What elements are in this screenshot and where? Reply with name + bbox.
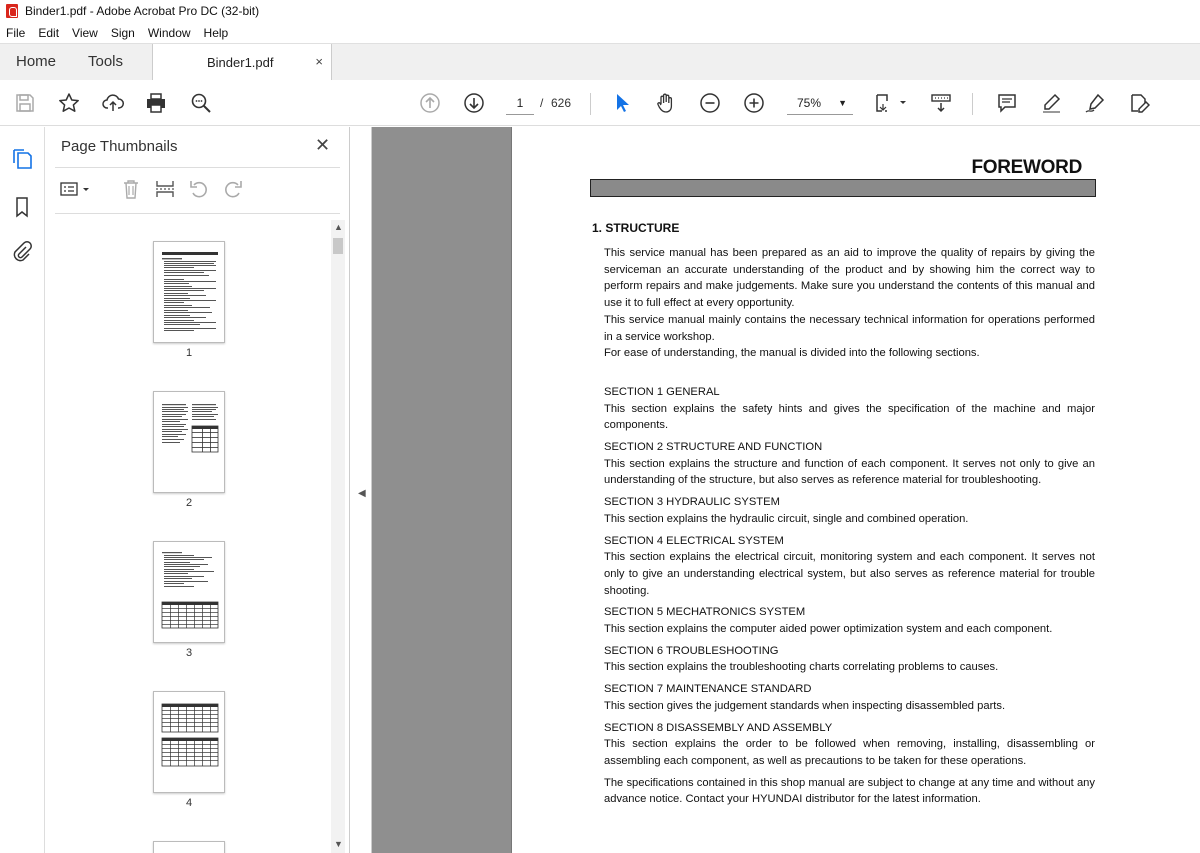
menu-help[interactable]: Help (203, 25, 229, 40)
section-title: SECTION 7 MAINTENANCE STANDARD (604, 683, 812, 696)
page-fit-icon[interactable] (874, 91, 910, 115)
thumbnail-label: 1 (185, 347, 193, 359)
section-title: SECTION 3 HYDRAULIC SYSTEM (604, 496, 780, 509)
scroll-down-icon[interactable]: ▼ (334, 839, 343, 849)
scroll-mode-icon[interactable] (929, 91, 953, 115)
toolbar-divider (590, 93, 591, 115)
main-toolbar (0, 80, 1200, 126)
page-thumbnails-icon[interactable] (10, 147, 34, 171)
menu-file[interactable]: File (6, 25, 26, 40)
delete-page-icon[interactable] (119, 177, 143, 201)
section-text: This section explains the structure and function of each component. It serves not only to give an understanding of the structure, but also serves as reference material for troubleshooting. (604, 457, 1095, 487)
tab-document[interactable] (152, 44, 332, 81)
toolbar-divider (972, 93, 973, 115)
intro-paragraph: This service manual mainly contains the necessary technical information for operations performed in a service workshop. (604, 313, 1095, 343)
next-page-icon[interactable] (462, 91, 486, 115)
collapse-panel-icon[interactable]: ◀ (358, 488, 366, 499)
acrobat-logo-icon (6, 4, 18, 18)
highlight-pen-icon[interactable] (1039, 91, 1063, 115)
menu-window[interactable]: Window (147, 25, 191, 40)
menu-sign[interactable]: Sign (110, 25, 135, 40)
chevron-down-icon: ▼ (838, 98, 847, 108)
section-heading: 1. STRUCTURE (592, 221, 680, 235)
select-cursor-icon[interactable] (610, 91, 634, 115)
tab-bar (0, 43, 1200, 80)
close-icon[interactable]: ✕ (315, 135, 331, 155)
zoom-level-select[interactable] (787, 91, 853, 115)
panel-splitter[interactable] (351, 127, 372, 853)
section-title: SECTION 4 ELECTRICAL SYSTEM (604, 534, 784, 547)
rotate-right-icon[interactable] (221, 177, 245, 201)
scroll-up-icon[interactable]: ▲ (334, 222, 343, 232)
previous-page-icon[interactable] (418, 91, 442, 115)
zoom-level-value: 75% (797, 96, 822, 110)
tab-document-label: Binder1.pdf (207, 55, 274, 70)
rotate-left-icon[interactable] (187, 177, 211, 201)
section-text: This section gives the judgement standards when inspecting disassembled parts. (604, 699, 1006, 712)
menu-edit[interactable]: Edit (38, 25, 60, 40)
thumbnail-options-icon[interactable] (59, 177, 95, 201)
section-text: This section explains the hydraulic circuit, single and combined operation. (604, 512, 969, 525)
thumbnail-label: 2 (185, 497, 193, 509)
page-thumbnail[interactable] (153, 691, 225, 793)
section-text: This section explains the order to be followed when removing, installing, disassembling or assembling each component, as well as precautions to be taken for these operations. (604, 738, 1095, 767)
page-separator: / (540, 96, 544, 110)
panel-divider (55, 213, 340, 214)
fill-sign-icon[interactable] (1127, 91, 1151, 115)
section-title: SECTION 2 STRUCTURE AND FUNCTION (604, 441, 823, 454)
attachments-icon[interactable] (10, 240, 34, 264)
zoom-in-icon[interactable] (742, 91, 766, 115)
intro-paragraph: For ease of understanding, the manual is divided into the following sections. (604, 347, 980, 360)
zoom-out-icon[interactable] (698, 91, 722, 115)
section-text: This section explains the troubleshooting charts correlating problems to causes. (604, 661, 999, 674)
page-thumbnail[interactable] (153, 241, 225, 343)
section-title: SECTION 1 GENERAL (604, 385, 720, 398)
menu-view[interactable]: View (72, 25, 98, 40)
document-view[interactable] (372, 127, 1200, 853)
section-text: This section explains the computer aided power optimization system and each component. (604, 623, 1053, 636)
window-title: Binder1.pdf - Adobe Acrobat Pro DC (32-bit) (25, 4, 260, 18)
tab-tools[interactable]: Tools (88, 53, 124, 70)
tab-home[interactable]: Home (16, 53, 57, 70)
document-body (604, 245, 1095, 808)
insert-pages-icon[interactable] (153, 177, 177, 201)
bookmark-star-icon[interactable] (57, 91, 81, 115)
page-total: 626 (551, 96, 572, 110)
title-bar (0, 0, 1200, 22)
find-zoom-icon[interactable] (189, 91, 213, 115)
page-thumbnail[interactable] (153, 391, 225, 493)
menu-bar (0, 22, 1200, 43)
panel-divider (55, 167, 340, 168)
thumbnail-label: 3 (185, 647, 193, 659)
comment-icon[interactable] (995, 91, 1019, 115)
save-icon[interactable] (13, 91, 37, 115)
left-nav-rail (0, 127, 45, 853)
thumbnail-scrollbar[interactable] (331, 220, 345, 853)
upload-cloud-icon[interactable] (101, 91, 125, 115)
page-thumbnail[interactable] (153, 541, 225, 643)
title-rule (590, 179, 1096, 197)
bookmarks-icon[interactable] (10, 195, 34, 219)
section-title: SECTION 6 TROUBLESHOOTING (604, 644, 779, 657)
section-text: This section explains the safety hints and gives the specification of the machine and major components. (604, 402, 1095, 432)
pdf-page (511, 127, 1200, 853)
page-number-input[interactable]: 1 (506, 91, 534, 115)
intro-paragraph: This service manual has been prepared as an aid to improve the quality of repairs by giving the serviceman an accurate understanding of the product and by showing him the correct way to perform repairs and make judgements. Make sure you understand the contents of this manual and use it to full effect at every opportunity. (604, 247, 1095, 310)
thumbnail-list (55, 222, 331, 853)
tab-close-icon[interactable]: × (315, 54, 323, 69)
scrollbar-thumb[interactable] (333, 238, 343, 254)
footer-note: The specifications contained in this shop manual are subject to change at any time and without any advance notice. Contact your HYUNDAI distributor for the latest information. (604, 776, 1095, 806)
print-icon[interactable] (144, 91, 168, 115)
page-thumbnail[interactable] (153, 841, 225, 853)
hand-tool-icon[interactable] (654, 91, 678, 115)
document-title: FOREWORD (971, 157, 1082, 178)
section-text: This section explains the electrical circuit, monitoring system and each component. It serves not only to give an understanding electrical system, but also serves as reference material for trouble shooting. (604, 551, 1095, 597)
sign-pen-icon[interactable] (1083, 91, 1107, 115)
thumbnail-label: 4 (185, 797, 193, 809)
section-title: SECTION 8 DISASSEMBLY AND ASSEMBLY (604, 721, 833, 734)
panel-title: Page Thumbnails (61, 138, 178, 155)
section-title: SECTION 5 MECHATRONICS SYSTEM (604, 606, 806, 619)
thumbnails-panel (45, 127, 350, 853)
